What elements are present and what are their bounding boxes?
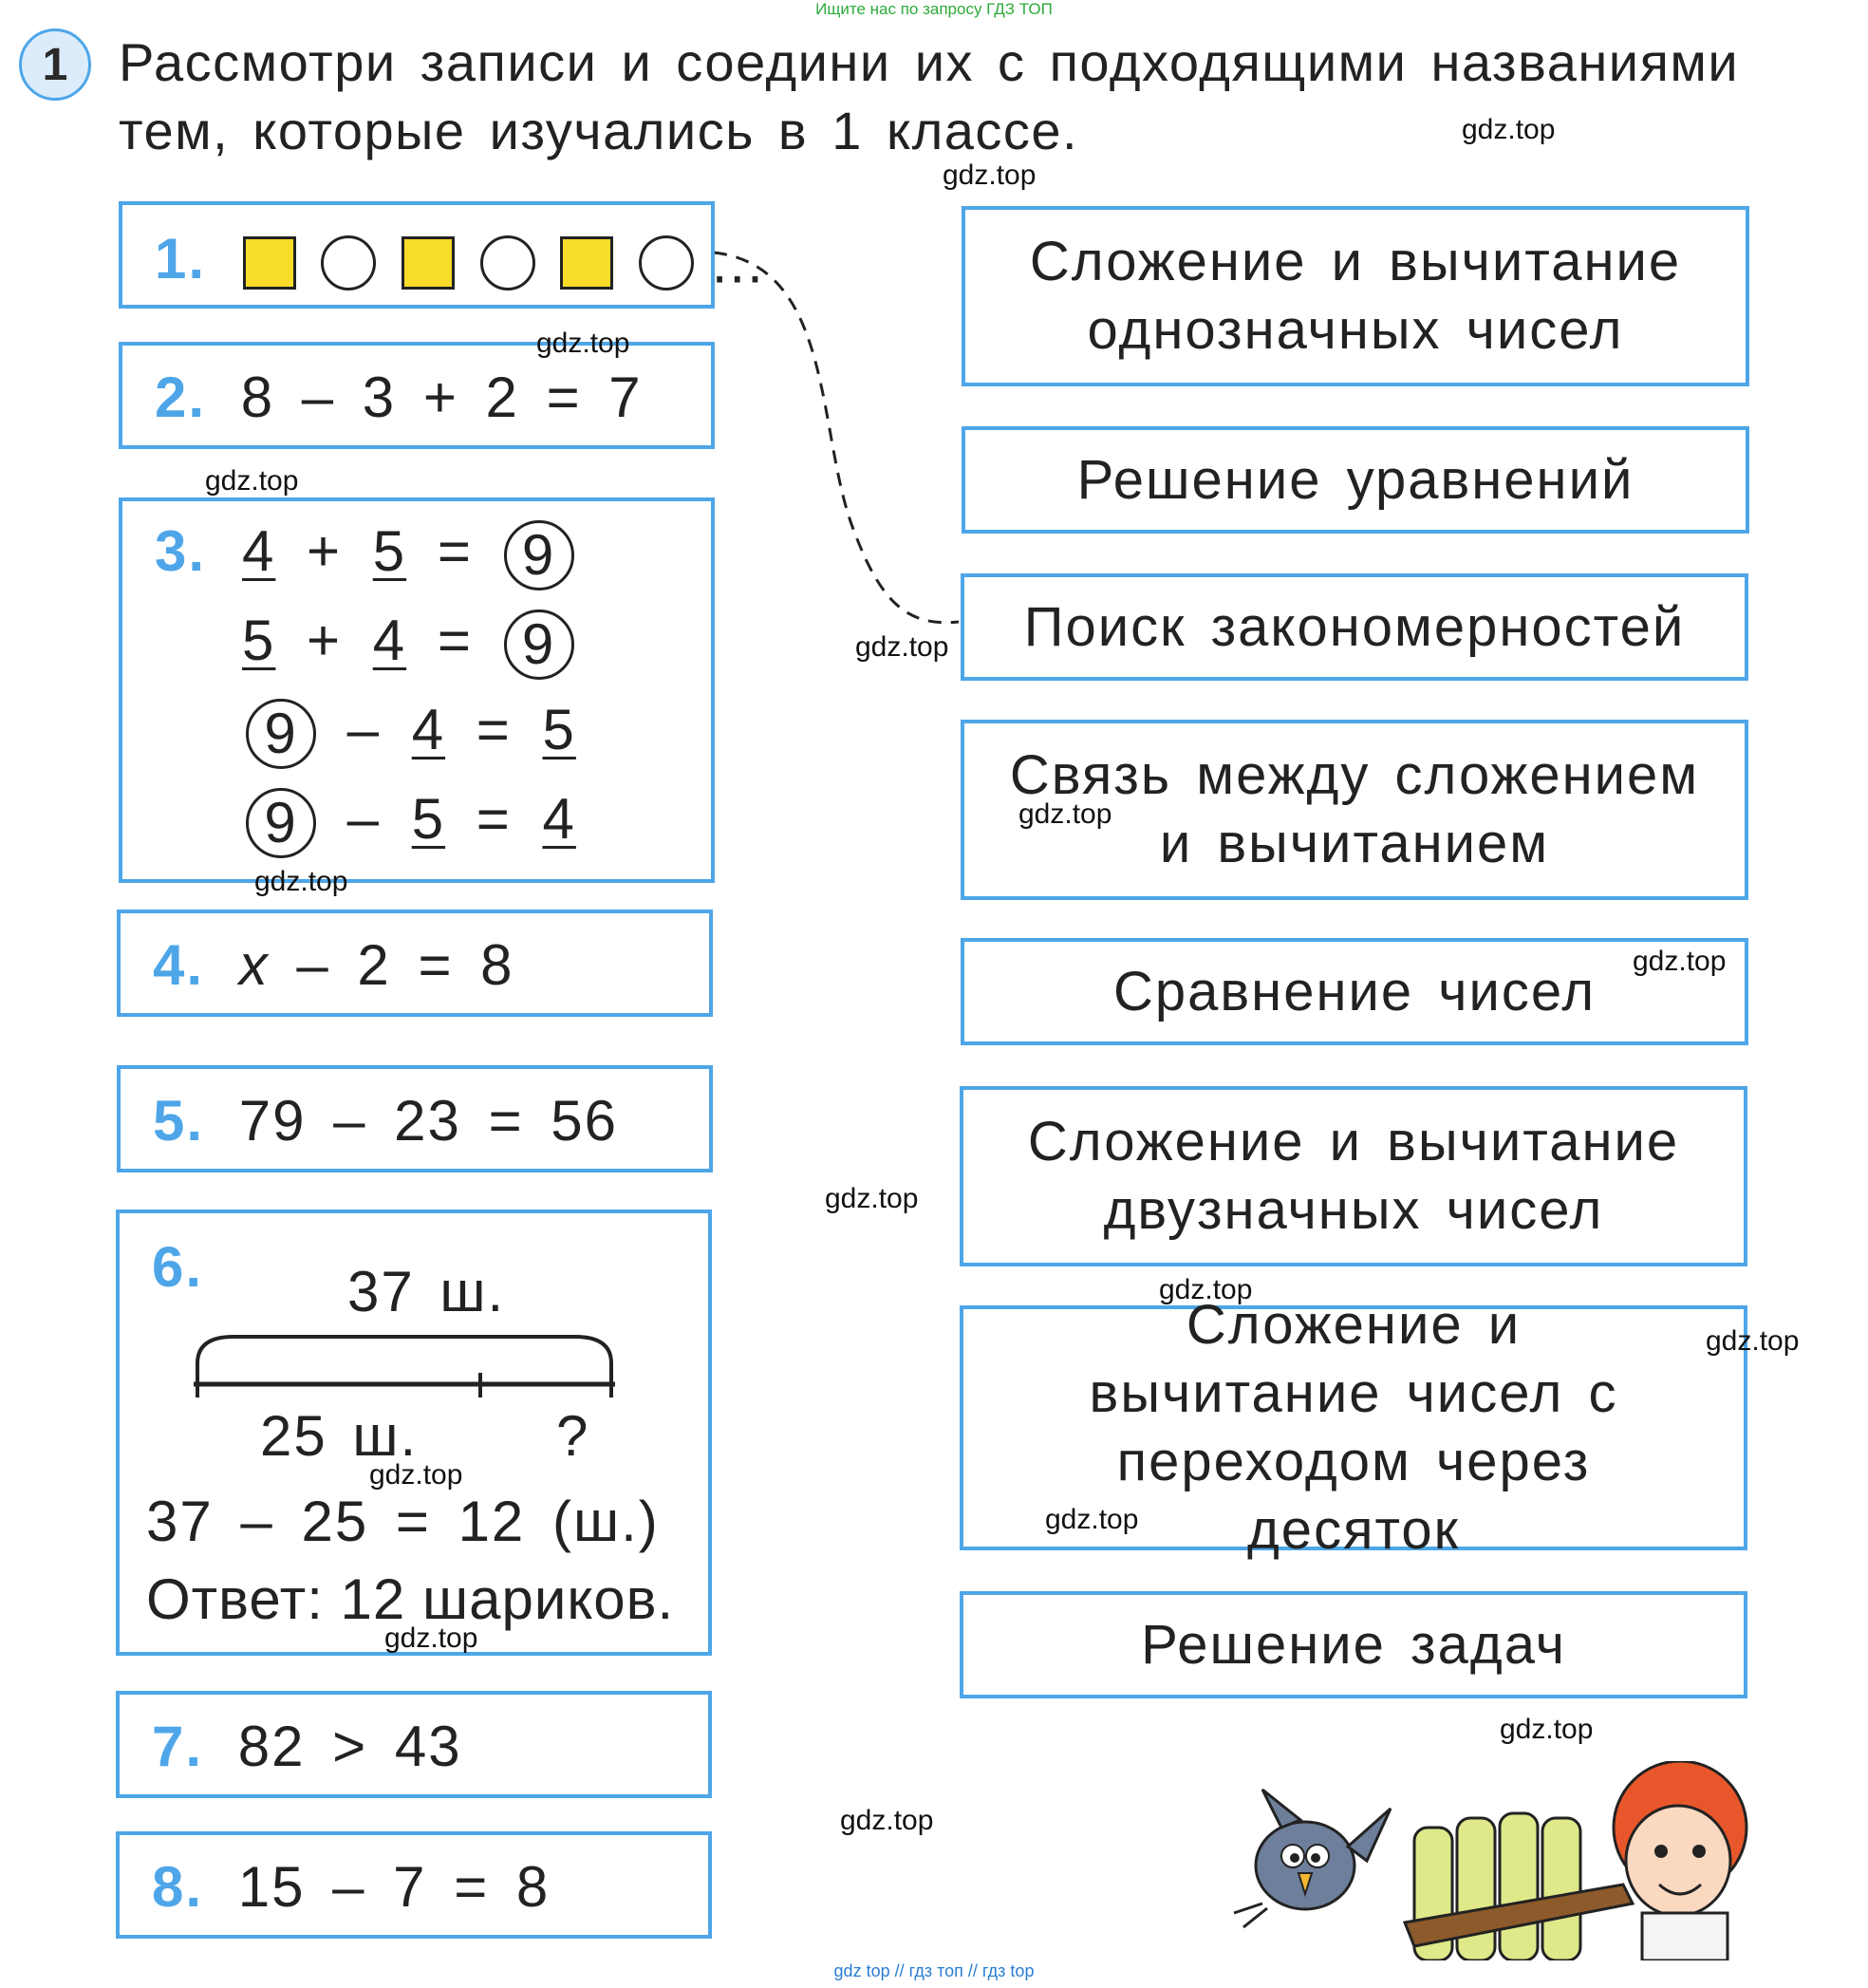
answer-text: Ответ: 12 шариков.	[146, 1567, 675, 1631]
watermark: gdz.top	[943, 159, 1037, 191]
item-3-box[interactable]	[119, 497, 715, 883]
bird-icon	[1234, 1790, 1391, 1927]
watermark: gdz.top	[384, 1622, 478, 1654]
top-banner: Ищите нас по запросу ГДЗ ТОП	[815, 0, 1053, 18]
circled-operand: 9	[246, 788, 316, 858]
circle-shape	[321, 235, 376, 291]
sequence-ellipsis: ...	[711, 231, 765, 295]
watermark: gdz.top	[1706, 1325, 1800, 1357]
fence-icon	[1405, 1813, 1633, 1960]
item-1-number: 1.	[155, 227, 207, 291]
task-scheme-diagram	[158, 1325, 651, 1401]
watermark: gdz.top	[205, 465, 299, 497]
circled-result: 9	[504, 610, 574, 680]
item-2-expression: 8 – 3 + 2 = 7	[240, 366, 643, 429]
item-5-box[interactable]	[117, 1065, 713, 1172]
solution-expression: 37 – 25 = 12 (ш.)	[146, 1490, 660, 1553]
item-8-expression: 15 – 7 = 8	[237, 1855, 551, 1919]
circle-shape	[480, 235, 535, 291]
watermark: gdz.top	[536, 328, 630, 359]
item-3-row-4: 9 – 5 = 4	[246, 786, 576, 858]
item-7-box[interactable]	[116, 1691, 712, 1798]
yellow-square-shape	[560, 236, 613, 290]
scheme-total-label: 37 ш.	[347, 1260, 506, 1323]
bottom-banner: gdz top // гдз топ // гдз top	[833, 1961, 1035, 1980]
watermark: gdz.top	[1633, 946, 1727, 977]
watermark: gdz.top	[1462, 114, 1556, 145]
watermark: gdz.top	[254, 866, 348, 897]
item-4-expression: – 2 = 8	[269, 933, 514, 997]
watermark: gdz.top	[1045, 1504, 1139, 1535]
circled-operand: 9	[246, 699, 316, 769]
topic-number-comparison[interactable]: Сравнение чисел	[961, 938, 1748, 1045]
item-3-number: 3.	[155, 519, 207, 583]
item-3-row-1: 4 + 5 = 9	[242, 518, 574, 591]
scheme-bracket	[197, 1337, 611, 1382]
scheme-part-1-label: 25 ш.	[260, 1404, 419, 1468]
topic-add-sub-relation[interactable]: Связь между сложением и вычитанием	[961, 720, 1748, 900]
connector-line[interactable]	[714, 253, 959, 623]
item-4-box[interactable]	[117, 910, 713, 1017]
topic-two-digit-add-sub[interactable]: Сложение и вычитание двузначных чисел	[960, 1086, 1747, 1266]
topic-single-digit-add-sub[interactable]: Сложение и вычитание однозначных чисел	[962, 206, 1749, 386]
item-1-box[interactable]	[119, 201, 765, 309]
yellow-square-shape	[402, 236, 455, 290]
item-8-box[interactable]	[116, 1831, 712, 1939]
item-6-number: 6.	[152, 1235, 204, 1299]
child-icon	[1614, 1761, 1747, 1960]
item-5-number: 5.	[153, 1089, 205, 1153]
item-4-number: 4.	[153, 933, 205, 997]
item-8-number: 8.	[152, 1855, 204, 1919]
item-2-number: 2.	[155, 366, 207, 429]
task-number-badge: 1	[19, 28, 91, 101]
circle-shape	[639, 235, 694, 291]
item-6-box[interactable]	[116, 1210, 712, 1656]
watermark: gdz.top	[825, 1183, 919, 1214]
topic-word-problems[interactable]: Решение задач	[960, 1591, 1747, 1698]
item-7-number: 7.	[152, 1715, 204, 1778]
item-5-expression: 79 – 23 = 56	[238, 1089, 619, 1153]
instruction-line-2: тем, которые изучались в 1 классе.	[119, 101, 1079, 160]
topic-add-sub-through-ten[interactable]: Сложение и вычитание чисел с переходом через десяток	[960, 1305, 1747, 1550]
watermark: gdz.top	[1018, 798, 1112, 830]
watermark: gdz.top	[855, 631, 949, 663]
item-3-row-2: 5 + 4 = 9	[242, 608, 574, 680]
topic-patterns[interactable]: Поиск закономерностей	[961, 573, 1748, 681]
item-7-expression: 82 > 43	[237, 1715, 462, 1778]
watermark: gdz.top	[369, 1459, 463, 1491]
scheme-part-2-label: ?	[556, 1404, 590, 1468]
watermark: gdz.top	[840, 1805, 934, 1836]
circled-result: 9	[504, 520, 574, 591]
watermark: gdz.top	[1500, 1714, 1594, 1745]
topic-equations[interactable]: Решение уравнений	[962, 426, 1749, 534]
item-4-variable: x	[238, 933, 270, 997]
children-illustration	[1224, 1761, 1775, 1960]
watermark: gdz.top	[1159, 1274, 1253, 1305]
instruction-line-1: Рассмотри записи и соедини их с подходящими названиями	[119, 32, 1740, 92]
item-3-row-3: 9 – 4 = 5	[246, 697, 576, 769]
yellow-square-shape	[243, 236, 296, 290]
